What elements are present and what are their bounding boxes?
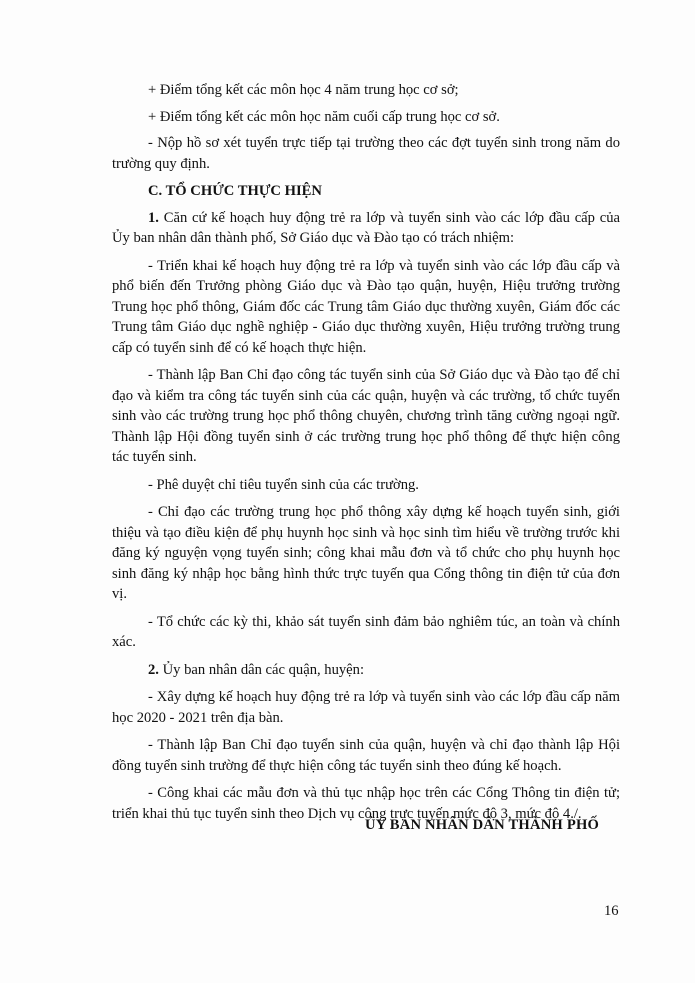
item-2-intro [112,660,620,681]
item-1-intro-text: Căn cứ kế hoạch huy động trẻ ra lớp và tuyển sinh vào các lớp đầu cấp của Ủy ban nhân dân thành phố, Sở Giáo dục và Đào tạo có trách nhiệm: [112,209,620,246]
document-body [112,80,620,831]
paragraph-score-final-year: + Điểm tổng kết các môn học năm cuối cấp trung học cơ sở. [148,108,500,125]
item-1-number: 1. [148,209,159,226]
section-heading-c: C. TỔ CHỨC THỰC HIỆN [148,183,322,199]
item-1-bullet-approve-quota: - Phê duyệt chỉ tiêu tuyển sinh của các trường. [148,476,419,493]
item-2-bullet-build-plan: - Xây dựng kế hoạch huy động trẻ ra lớp và tuyển sinh vào các lớp đầu cấp năm học 2020 - 2021 trên địa bàn. [112,689,620,726]
signature-block: ỦY BAN NHÂN DÂN THÀNH PHỐ [365,817,600,833]
paragraph-submit-dossier: - Nộp hồ sơ xét tuyển trực tiếp tại trường theo các đợt tuyển sinh trong năm do trường quy định. [112,135,620,172]
item-1-bullet-organize-exams: - Tổ chức các kỳ thi, khảo sát tuyển sinh đảm bảo nghiêm túc, an toàn và chính xác. [112,613,620,650]
item-1-bullet-deploy-plan: - Triển khai kế hoạch huy động trẻ ra lớp và tuyển sinh vào các lớp đầu cấp và phổ biến đến Trưởng phòng Giáo dục và Đào tạo quận, huyện, Hiệu trưởng trường Trung học phổ thông, Giám đốc các Trung tâm Giáo dục thường xuyên, Giám đốc các Trung tâm Giáo dục nghề nghiệp - Giáo dục thường xuyên, Hiệu trưởng trường trung cấp có tuyển sinh để có kế hoạch thực hiện. [112,257,620,356]
item-2-intro-text: Ủy ban nhân dân các quận, huyện: [162,661,365,678]
item-2-bullet-steering-board: - Thành lập Ban Chỉ đạo tuyển sinh của quận, huyện và chỉ đạo thành lập Hội đồng tuyển sinh trường để thực hiện công tác tuyển sinh theo đúng kế hoạch. [112,737,620,774]
page-number: 16 [604,903,619,919]
item-1-bullet-direct-schools: - Chỉ đạo các trường trung học phổ thông xây dựng kế hoạch tuyển sinh, giới thiệu và tạo điều kiện để phụ huynh học sinh và học sinh tìm hiểu về trường trước khi đăng ký nguyện vọng tuyển sinh; công khai mẫu đơn và tổ chức cho phụ huynh học sinh đăng ký nhập học bằng hình thức trực tuyến qua Cổng thông tin điện tử của đơn vị. [112,504,620,602]
item-1-intro [112,208,620,249]
item-2-bullet-publish-forms: - Công khai các mẫu đơn và thủ tục nhập học trên các Cổng Thông tin điện tử; triển khai thủ tục tuyển sinh theo Dịch vụ công trực tuyến mức độ 3, mức độ 4./. [112,785,620,822]
item-2-number: 2. [148,661,159,678]
paragraph-score-4-years: + Điểm tổng kết các môn học 4 năm trung học cơ sở; [148,82,459,98]
item-1-bullet-steering-board: - Thành lập Ban Chỉ đạo công tác tuyển sinh của Sở Giáo dục và Đào tạo để chỉ đạo và kiểm tra công tác tuyển sinh của các quận, huyện và các trường, tổ chức tuyển sinh vào các trường trung học phổ thông chuyên, chương trình tăng cường ngoại ngữ. Thành lập Hội đồng tuyển sinh ở các trường trung học phổ thông để thực hiện công tác tuyển sinh. [112,367,620,465]
